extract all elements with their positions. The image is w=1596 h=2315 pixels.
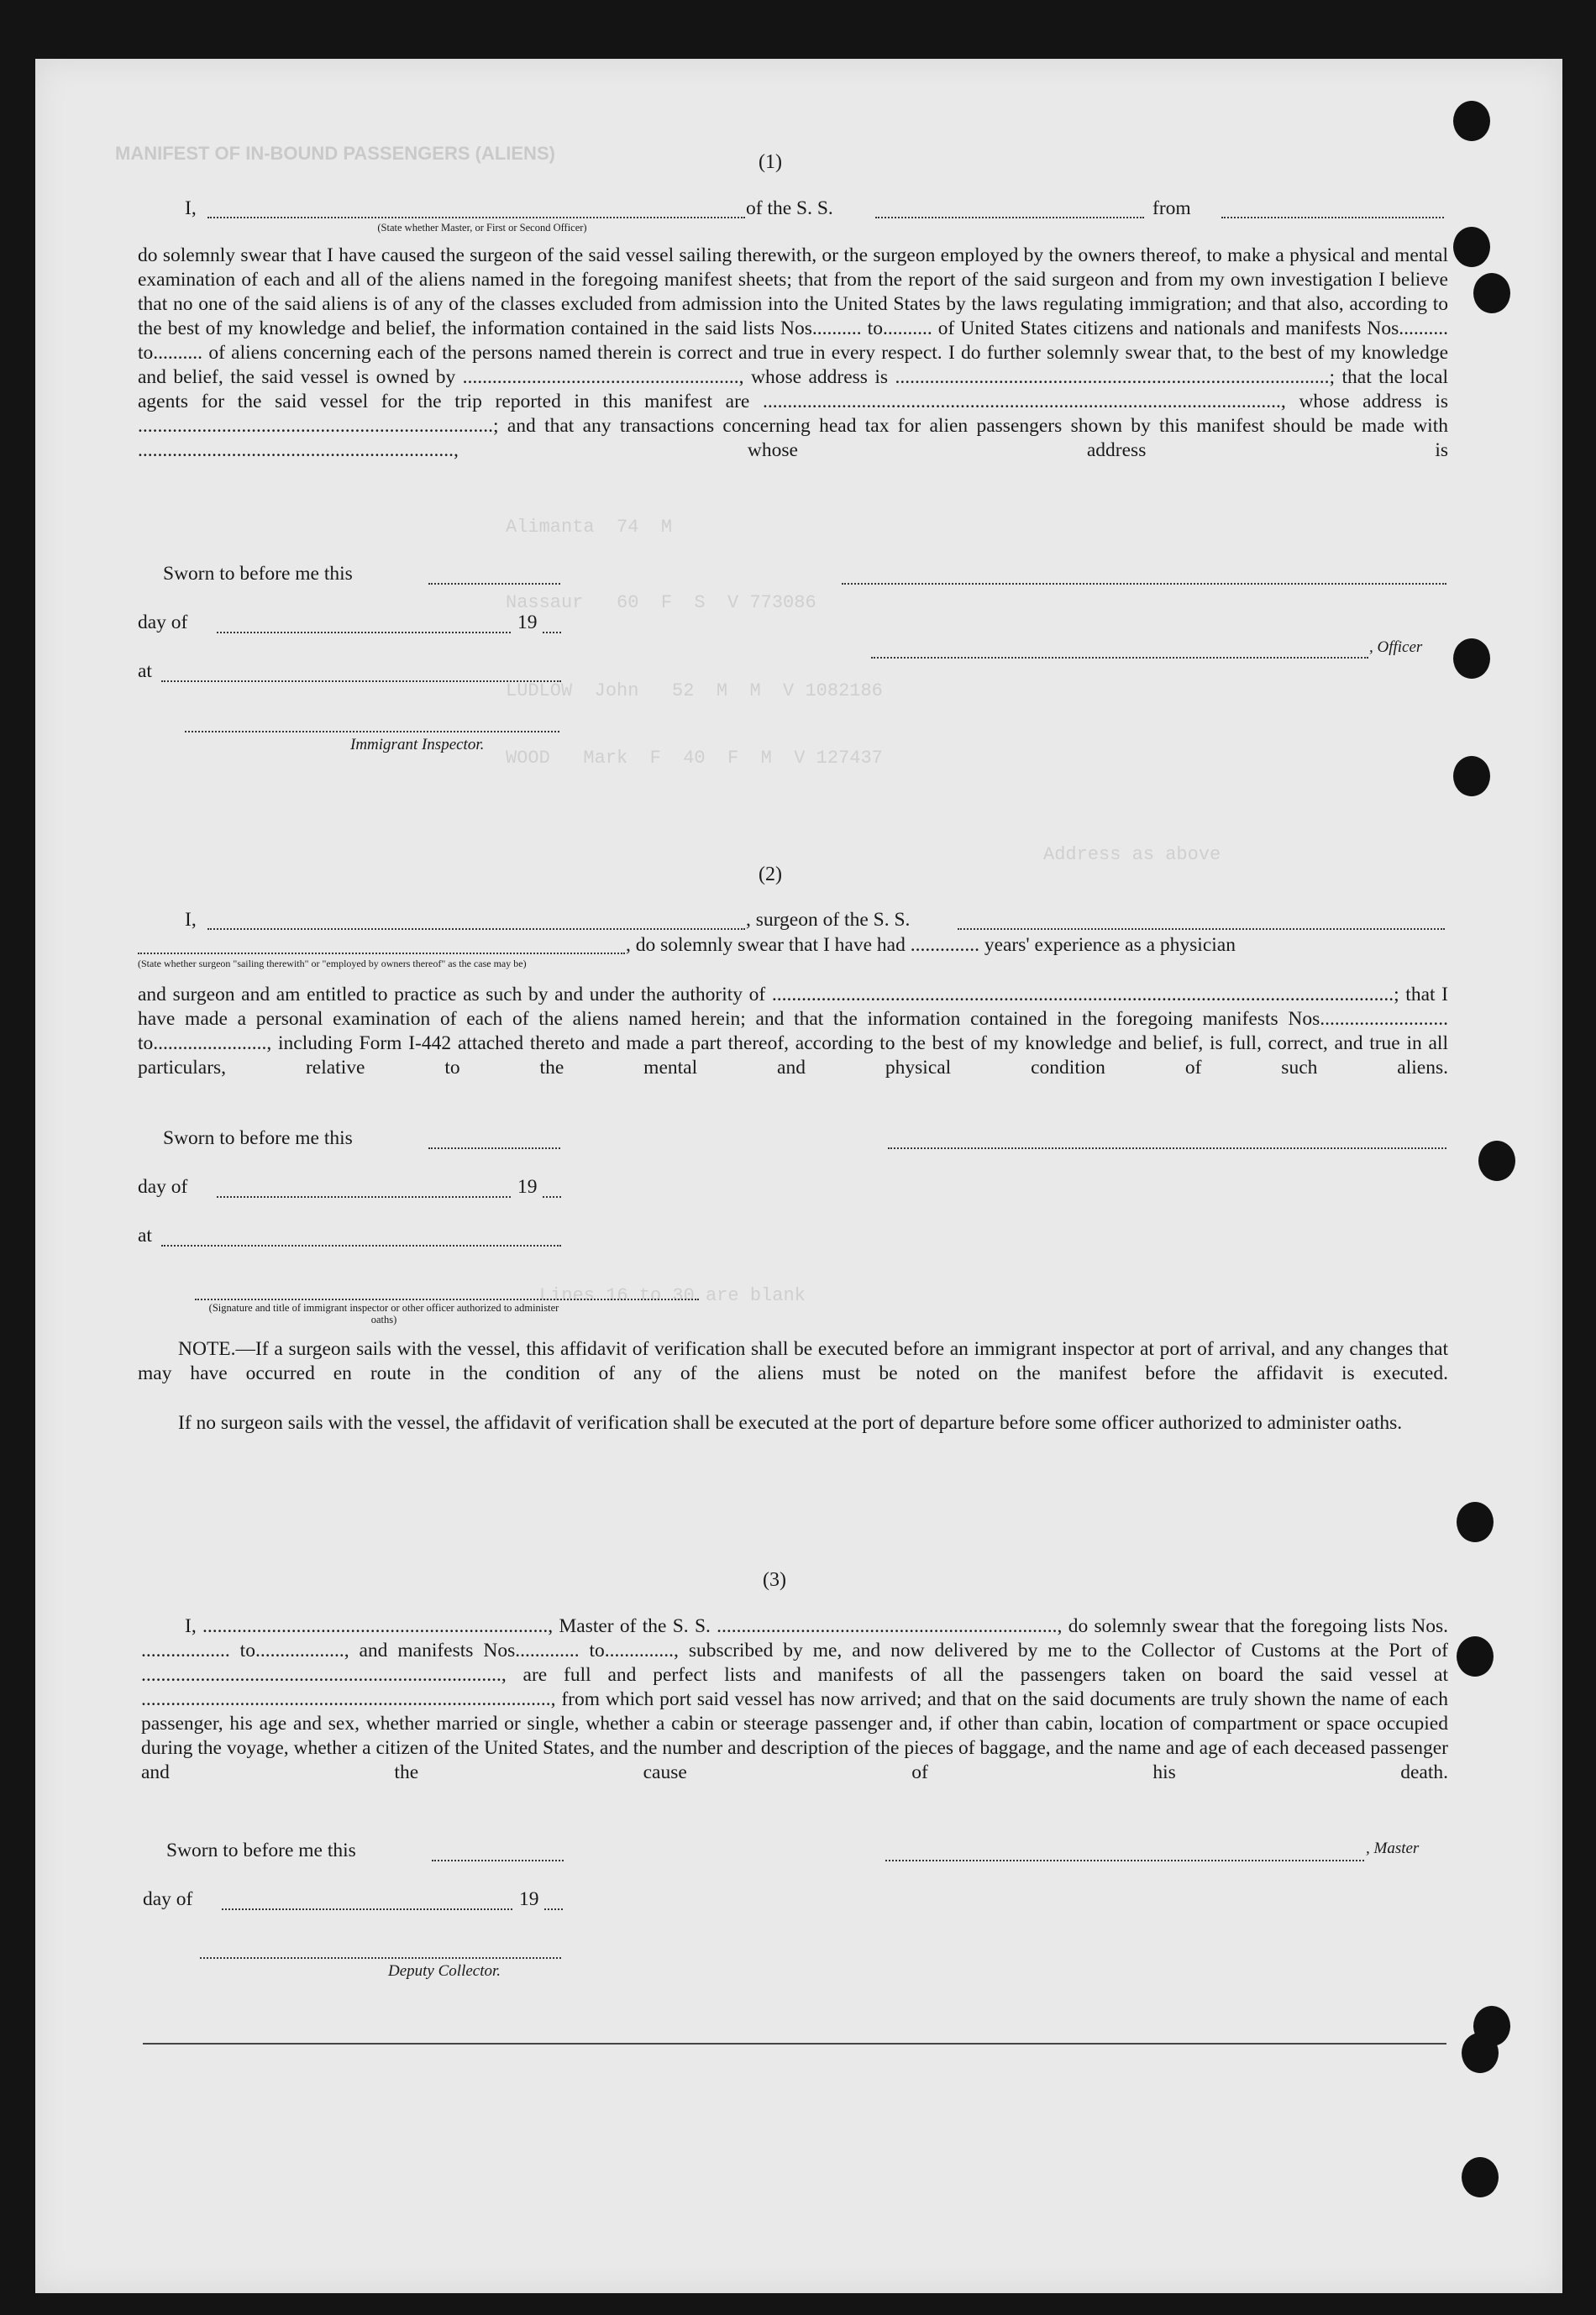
section-1-sworn: Sworn to before me this <box>163 563 353 585</box>
surgeon-name-line <box>207 928 745 930</box>
section-3-number: (3) <box>763 1569 786 1591</box>
master-name-line <box>207 217 745 218</box>
s2-sworn-day-line <box>428 1147 560 1149</box>
s2-surgeon-signature-line <box>888 1147 1446 1149</box>
section-1-of-ss: of the S. S. <box>746 197 833 219</box>
inspector-signature-line <box>185 731 559 732</box>
vessel-name-line <box>875 217 1144 218</box>
s2-signature-note: (Signature and title of immigrant inspector or other officer authorized to administer oaths) <box>208 1302 559 1325</box>
surgeon-role-line <box>138 953 625 954</box>
s3-sworn-month-line <box>222 1908 512 1910</box>
punch-hole <box>1453 101 1490 141</box>
surgeon-role-note: (State whether surgeon "sailing therewith" or "employed by owners thereof" as the case may be) <box>138 958 527 969</box>
section-2-at: at <box>138 1225 152 1247</box>
punch-hole <box>1453 756 1490 796</box>
s3-sworn-year-line <box>544 1908 563 1910</box>
section-3-oath-text: I, ......................................................................, Master of the S. S. ....................................................................., do solemnly swear that the foregoing lists Nos. .................. to.................., and manifests Nos............. to.............., subscribed by me, and now delivered by me to the Collector of Customs at the Port of ........................................................................., are full and perfect lists and manifests of all the passengers taken on board the said vessel at ..................................................................................., from which port said vessel has now arrived; and that on the said documents are truly shown the name of each passenger, his age and sex, whether married or single, whether a cabin or steerage passenger and, if other than cabin, location of compartment or space occupied during the voyage, whether a citizen of the United States, and the number and description of the pieces of baggage, and the name and age of each deceased passenger and the cause of his death. <box>141 1615 1448 1783</box>
officer-label: , Officer <box>1369 638 1423 656</box>
punch-hole <box>1453 227 1490 267</box>
s2-sworn-month-line <box>217 1196 511 1198</box>
punch-hole <box>1457 1502 1494 1542</box>
note-text: —If a surgeon sails with the vessel, this affidavit of verification shall be executed before an immigrant inspector at port of arrival, and any changes that may have occurred en route in the condition of any of the aliens must be noted on the manifest before the affidavit is executed. <box>138 1338 1448 1384</box>
section-2-note <box>138 1337 1448 1386</box>
section-2-sworn: Sworn to before me this <box>163 1127 353 1149</box>
surgeon-vessel-line <box>958 928 1445 930</box>
sworn-day-line <box>428 583 560 585</box>
section-1-oath-text: do solemnly swear that I have caused the surgeon of the said vessel sailing therewith, or the surgeon employed by the owners thereof, to make a physical and mental examination of each and all of the aliens named in the foregoing manifest sheets; that from the report of the said surgeon and from my own investigation I believe that no one of the said aliens is of any of the classes excluded from admission into the United States by the laws regulating immigration; and that also, according to the best of my knowledge and belief, the information contained in the said lists Nos.......... to.......... of United States citizens and nationals and manifests Nos.......... to.......... of aliens concerning each of the persons named therein is correct and true in every respect. I do further solemnly swear that, to the best of my knowledge and belief, the said vessel is owned by ........................................................, whose address is ........................................................................................; that the local agents for the said vessel for the trip reported in this manifest are ........................................................................................................., whose address is ........................................................................; and that any transactions concerning head tax for alien passengers shown by this manifest should be made with ................................................................, whose address is <box>138 244 1448 461</box>
section-2-day-of: day of <box>138 1176 188 1198</box>
section-3-year: 19 <box>519 1888 539 1910</box>
section-1-from: from <box>1152 197 1191 219</box>
section-1-i: I, <box>185 197 197 219</box>
section-1-number: (1) <box>759 151 782 173</box>
section-3-day-of: day of <box>143 1888 193 1910</box>
section-1-at: at <box>138 660 152 682</box>
officer-signature-line <box>871 657 1368 659</box>
bottom-rule <box>143 2043 1446 2045</box>
section-1-year: 19 <box>517 612 538 633</box>
master-label: , Master <box>1366 1840 1420 1857</box>
bleed-through-line: Address as above <box>1043 844 1221 865</box>
bleed-through-line: Nassaur 60 F S V 773086 <box>506 592 816 613</box>
bleed-through-line: Lines 16 to 30 are blank <box>539 1285 806 1306</box>
sworn-place-line <box>161 680 561 682</box>
section-2-line2: , do solemnly swear that I have had .............. years' experience as a physician <box>626 934 1236 956</box>
section-2-note-2: If no surgeon sails with the vessel, the affidavit of verification shall be executed at the port of departure before some officer authorized to administer oaths. <box>178 1412 1403 1434</box>
officer-line-upper <box>842 583 1446 585</box>
sworn-month-line <box>217 632 511 633</box>
deputy-collector-label: Deputy Collector. <box>388 1962 501 1980</box>
master-signature-line <box>885 1860 1364 1861</box>
bleed-through-line: WOOD Mark F 40 F M V 127437 <box>506 748 883 769</box>
punch-hole <box>1478 1141 1515 1181</box>
punch-hole <box>1453 638 1490 679</box>
punch-hole <box>1473 273 1510 313</box>
section-1-day-of: day of <box>138 612 188 633</box>
master-role-note: (State whether Master, or First or Second Officer) <box>377 222 587 234</box>
from-port-line <box>1221 217 1444 218</box>
section-2-i: I, <box>185 909 197 931</box>
section-2-surgeon-of: , surgeon of the S. S. <box>746 909 911 931</box>
deputy-collector-line <box>200 1957 561 1959</box>
bleed-through-line: Alimanta 74 M <box>506 517 673 538</box>
note-label: NOTE. <box>178 1338 236 1360</box>
manifest-verification-sheet <box>35 59 1562 2293</box>
section-2-year: 19 <box>517 1176 538 1198</box>
inspector-label: Immigrant Inspector. <box>350 736 485 753</box>
section-3-sworn: Sworn to before me this <box>166 1840 356 1861</box>
sworn-year-line <box>543 632 561 633</box>
section-2-oath-text: and surgeon and am entitled to practice as such by and under the authority of ..............................................................................................................................; that I have made a personal examination of each of the aliens named herein; and that the information contained in the foregoing manifests Nos.......................... to......................., including Form I-442 attached thereto and made a part thereof, according to the best of my knowledge and belief, is full, correct, and true in all particulars, relative to the mental and physical condition of such aliens. <box>138 984 1448 1079</box>
section-2-number: (2) <box>759 864 782 885</box>
s2-sworn-year-line <box>543 1196 561 1198</box>
s3-sworn-day-line <box>432 1860 564 1861</box>
punch-hole <box>1462 2033 1499 2073</box>
punch-hole <box>1462 2157 1499 2197</box>
s2-sworn-place-line <box>161 1245 561 1247</box>
punch-hole <box>1457 1636 1494 1677</box>
bleed-through-line: LUDLOW John 52 M M V 1082186 <box>506 680 883 701</box>
s2-officer-signature-line <box>195 1299 699 1300</box>
bleed-through-header: MANIFEST OF IN-BOUND PASSENGERS (ALIENS) <box>115 143 555 164</box>
